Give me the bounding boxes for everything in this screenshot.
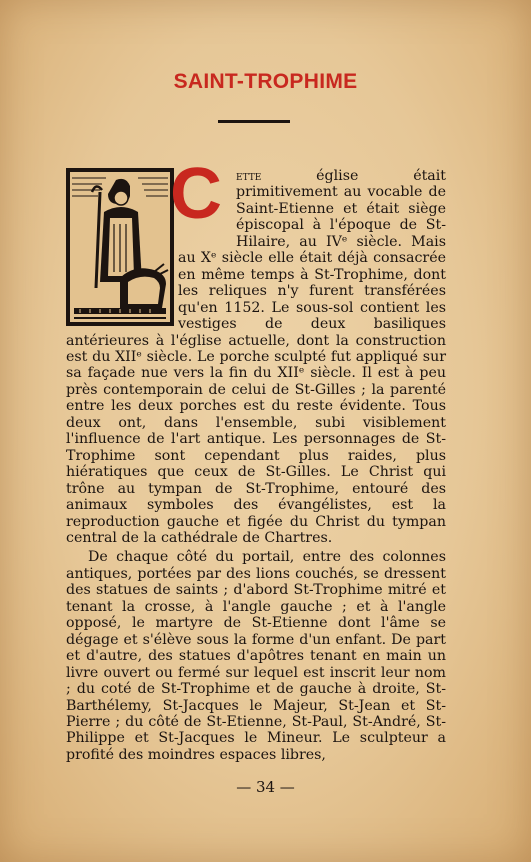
page-number: — 34 — [236,778,295,796]
drop-cap-letter: C [170,154,222,234]
title-rule [218,120,290,123]
paragraph-2: De chaque côté du portail, entre des colonnes antiques, portées par des lions couchés, se dressent des statues de saints ; d'abord St-Trophime mitré et tenant la crosse, à l'angle gauche ; et à l'angle opposé, le martyre de St-Etienne dont l'âme se dégage et s'élève sous la forme d'un enfant. De part et d'autre, des statues d'apôtres tenant en main un livre ouvert ou fermé sur lequel est inscrit leur nom ; du coté de St-Trophime et de gauche à droite, St-Barthélemy, St-Jacques le Majeur, St-Jean et St-Pierre ; du côté de St-Etienne, St-Paul, St-André, St-Philippe et St-Jacques le Mineur. Le sculpteur a profité des moindres espaces libres, [66,549,446,763]
article-body [66,154,446,763]
bishop-and-ox-woodcut-icon [66,154,222,326]
page-title: SAINT-TROPHIME [173,70,358,93]
paragraph-1-text: église était primitivement au vocable de Saint-Etienne et était siège épiscopal à l'époque de St-Hilaire, au IVᵉ siècle. Mais au Xᵉ siècle elle était déjà consacrée en même temps à St-Trophime, dont les reliques n'y furent transférées qu'en 1152. Le sous-sol contient les vestiges de deux basiliques antérieures à l'église actuelle, dont la construction est du XIIᵉ siècle. Le porche sculpté fut appliqué sur sa façade nue vers la fin du XIIᵉ siècle. Il est à peu près contemporain de celui de St-Gilles ; la parenté entre les deux porches est du reste évidente. Tous deux ont, dans l'ensemble, subi visiblement l'influence de l'art antique. Les personnages de St-Trophime sont cependant plus raides, plus hiératiques que ceux de St-Gilles. Le Christ qui trône au tympan de St-Trophime, entouré des animaux symboles des évangélistes, est la reproduction gauche et figée du Christ du tympan central de la cathédrale de Chartres. [66,168,446,546]
lead-smallcaps: ette [236,168,262,183]
